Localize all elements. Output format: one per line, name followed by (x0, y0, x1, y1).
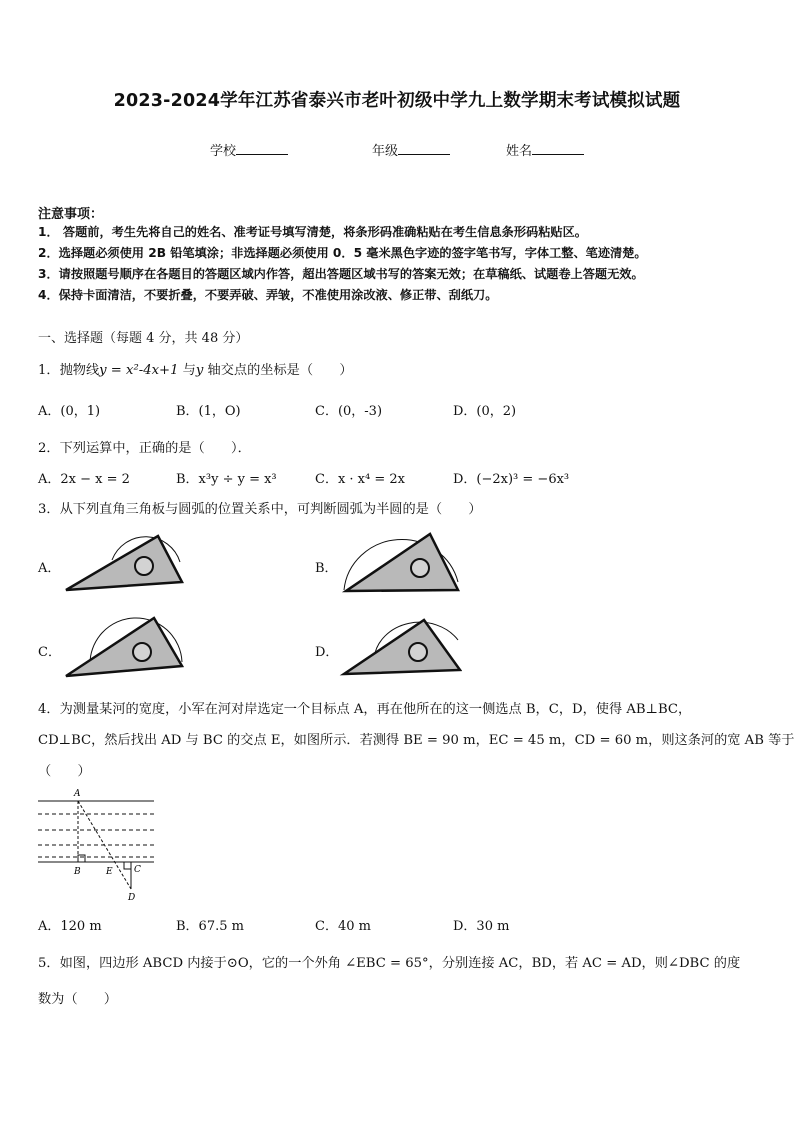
q4-option-d: D．30 m (453, 919, 510, 934)
school-blank (236, 142, 288, 155)
name-field (506, 140, 584, 159)
q4-option-c: C．40 m (315, 919, 371, 934)
grade-field (372, 140, 450, 159)
ruler-hole (411, 559, 429, 577)
notes-heading: 注意事项： (38, 207, 104, 222)
question-4-line-3: （ ） (38, 764, 91, 779)
name-blank (532, 142, 584, 155)
point-b-label: B (74, 867, 81, 877)
q3-label-c: C． (38, 645, 61, 660)
question-4-line-1: 4．为测量某河的宽度，小军在河对岸选定一个目标点 A，再在他所在的这一侧选点 B，C，D，使得 AB⊥BC， (38, 702, 692, 717)
q3-label-b: B． (315, 561, 338, 576)
q4-option-a: A．120 m (38, 919, 102, 934)
q3-figure-d (338, 612, 462, 682)
q3-label-d: D． (315, 645, 339, 660)
section-heading: 一、选择题（每题 4 分，共 48 分） (38, 331, 249, 346)
point-e-label: E (106, 867, 113, 877)
q1-option-a: A．(0，1) (38, 404, 101, 419)
question-4-line-2: CD⊥BC，然后找出 AD 与 BC 的交点 E，如图所示．若测得 BE = 90 m，EC = 45 m，CD = 60 m，则这条河的宽 AB 等于 (38, 733, 794, 748)
q2-option-d: D．(−2x)³ = −6x³ (453, 472, 570, 487)
q4-river-figure (36, 784, 160, 906)
point-c-label: C (134, 865, 141, 875)
triangle-ruler (344, 620, 460, 674)
q3-figure-c (62, 612, 186, 682)
ruler-hole (133, 643, 151, 661)
q1-post: 轴交点的坐标是（ ） (203, 363, 353, 378)
q2-option-a: A．2x − x = 2 (38, 472, 130, 487)
triangle-ruler (66, 618, 182, 676)
grade-blank (398, 142, 450, 155)
q3-figure-a (62, 530, 186, 596)
page-title: 2023-2024学年江苏省泰兴市老叶初级中学九上数学期末考试模拟试题 (113, 91, 681, 111)
q2-option-c: C．x · x⁴ = 2x (315, 472, 405, 487)
question-5-line-2: 数为（ ） (38, 992, 118, 1007)
note-item: 4．保持卡面清洁，不要折叠，不要弄破、弄皱，不准使用涂改液、修正带、刮纸刀。 (38, 288, 498, 302)
q1-option-d: D．(0，2) (453, 404, 517, 419)
right-angle-c (124, 862, 131, 869)
school-field (210, 140, 288, 159)
q2-option-b: B．x³y ÷ y = x³ (176, 472, 277, 487)
q3-figure-b (338, 530, 462, 596)
question-1 (38, 359, 353, 378)
question-2: 2．下列运算中，正确的是（ ）． (38, 441, 251, 456)
ruler-hole (135, 557, 153, 575)
point-a-label: A (74, 789, 81, 799)
q3-label-a: A． (38, 561, 61, 576)
point-d-label: D (128, 893, 136, 903)
q1-option-c: C．(0，-3) (315, 404, 383, 419)
note-item: 2．选择题必须使用 2B 铅笔填涂；非选择题必须使用 0．5 毫米黑色字迹的签字笔书写，字体工整、笔迹清楚。 (38, 246, 647, 260)
ruler-hole (409, 643, 427, 661)
q1-mid: 与 (178, 363, 196, 378)
triangle-ruler (346, 534, 458, 591)
q1-pre: 1．抛物线 (38, 363, 100, 378)
question-5-line-1: 5．如图，四边形 ABCD 内接于⊙O，它的一个外角 ∠EBC = 65°，分别连接 AC，BD，若 AC = AD，则∠DBC 的度 (38, 956, 741, 971)
note-item: 3．请按照题号顺序在各题目的答题区域内作答，超出答题区域书写的答案无效；在草稿纸、试题卷上答题无效。 (38, 267, 644, 281)
question-3: 3．从下列直角三角板与圆弧的位置关系中，可判断圆弧为半圆的是（ ） (38, 502, 482, 517)
q1-var: y (195, 363, 204, 378)
note-item: 1． 答题前，考生先将自己的姓名、准考证号填写清楚，将条形码准确粘贴在考生信息条形码粘贴区。 (38, 225, 587, 239)
name-label: 姓名 (506, 144, 533, 159)
q1-option-b: B．(1，O) (176, 404, 241, 419)
right-angle-b (78, 855, 85, 862)
school-label: 学校 (210, 144, 237, 159)
q1-expr: y = x²-4x+1 (99, 363, 179, 378)
grade-label: 年级 (372, 144, 399, 159)
q4-option-b: B．67.5 m (176, 919, 244, 934)
